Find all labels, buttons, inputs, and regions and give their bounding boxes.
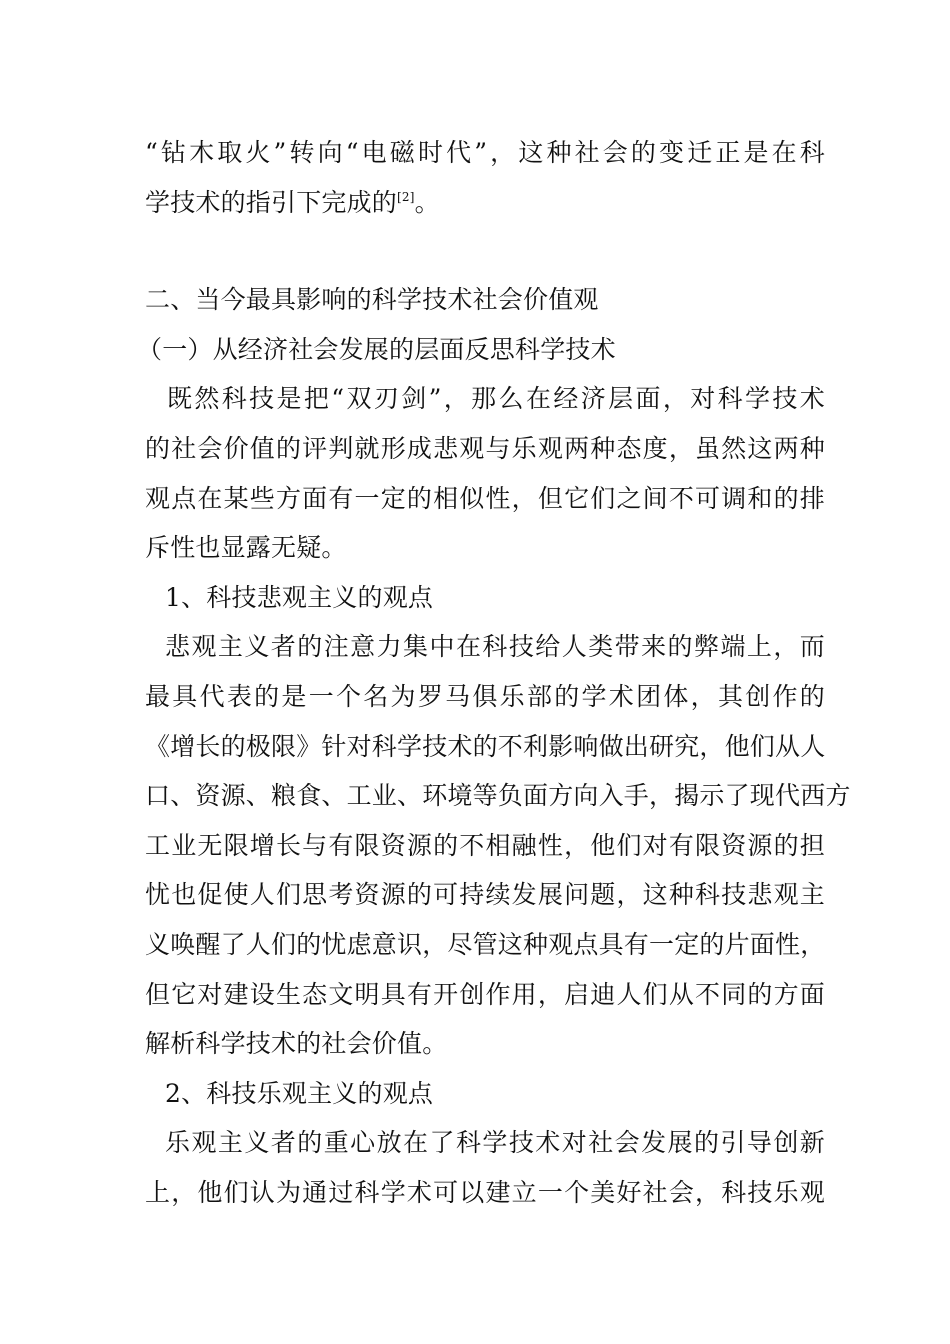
citation-ref-2[interactable]: [2] (397, 189, 415, 204)
para3-line: 忧也促使人们思考资源的可持续发展问题，这种科技悲观主 (145, 880, 825, 910)
section-gap (145, 227, 825, 275)
para3-line: 最具代表的是一个名为罗马俱乐部的学术团体，其创作的 (145, 681, 825, 711)
para4-line: 上，他们认为通过科学术可以建立一个美好社会，科技乐观 (145, 1177, 825, 1207)
para3-line: 解析科学技术的社会价值。 (145, 1029, 448, 1059)
para1-line2 (145, 178, 825, 228)
heading-optimism: 2、科技乐观主义的观点 (165, 1078, 434, 1108)
para3-line: 口、资源、粮食、工业、环境等负面方向入手，揭示了现代西方 (145, 781, 851, 811)
para3-line: 义唤醒了人们的忧虑意识，尽管这种观点具有一定的片面性， (145, 929, 826, 959)
para1-line2-end: 。 (414, 187, 440, 217)
document-page (137, 128, 851, 1217)
subsection-heading-2-1: （一）从经济社会发展的层面反思科学技术 (137, 334, 616, 364)
para2-line: 斥性也显露无疑。 (145, 533, 347, 563)
para4-line: 乐观主义者的重心放在了科学技术对社会发展的引导创新 (165, 1128, 825, 1158)
para2-line: 既然科技是把“双刃剑”，那么在经济层面，对科学技术 (167, 384, 825, 414)
para2-line: 观点在某些方面有一定的相似性，但它们之间不可调和的排 (145, 483, 825, 513)
para3-line: 但它对建设生态文明具有开创作用，启迪人们从不同的方面 (145, 979, 825, 1009)
heading-pessimism: 1、科技悲观主义的观点 (165, 582, 434, 612)
para1-line1: “钻木取火”转向“电磁时代”，这种社会的变迁正是在科 (145, 138, 825, 167)
para1-line2-text: 学技术的指引下完成的 (145, 187, 398, 217)
para2-line: 的社会价值的评判就形成悲观与乐观两种态度，虽然这两种 (145, 433, 825, 463)
para3-line: 悲观主义者的注意力集中在科技给人类带来的弊端上，而 (165, 632, 825, 662)
para3-line: 工业无限增长与有限资源的不相融性，他们对有限资源的担 (145, 830, 825, 860)
section-heading-2: 二、当今最具影响的科学技术社会价值观 (145, 285, 599, 315)
para3-line: 《增长的极限》针对科学技术的不利影响做出研究，他们从人 (145, 731, 826, 761)
